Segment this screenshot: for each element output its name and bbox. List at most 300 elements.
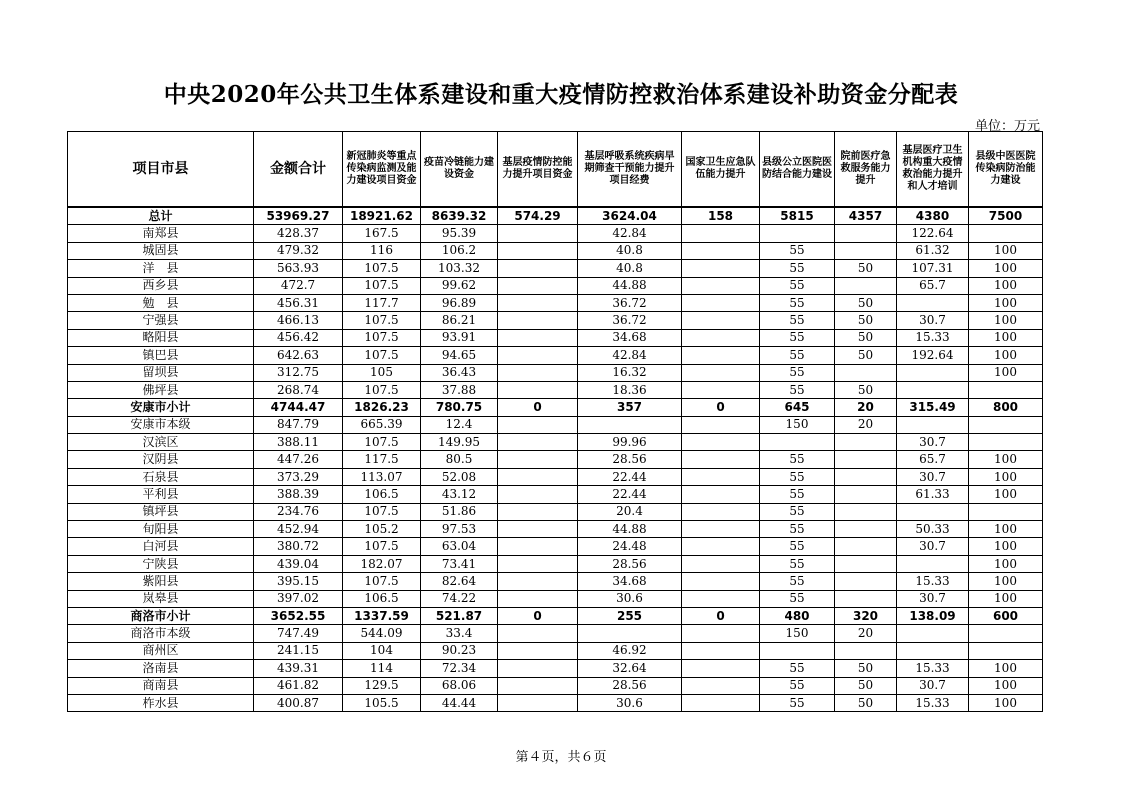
row-label-cell: 岚皋县 — [68, 590, 254, 607]
value-cell: 106.5 — [343, 590, 421, 607]
value-cell: 107.5 — [343, 277, 421, 294]
value-cell: 63.04 — [421, 538, 498, 555]
value-cell — [578, 416, 682, 433]
value-cell: 105.2 — [343, 521, 421, 538]
value-cell: 61.32 — [897, 242, 969, 259]
value-cell: 150 — [760, 625, 835, 642]
value-cell: 22.44 — [578, 468, 682, 485]
value-cell: 65.7 — [897, 277, 969, 294]
value-cell — [682, 434, 760, 451]
value-cell — [498, 364, 578, 381]
value-cell — [897, 364, 969, 381]
value-cell: 105.5 — [343, 694, 421, 711]
value-cell: 4357 — [835, 207, 897, 225]
value-cell — [760, 642, 835, 659]
value-cell: 28.56 — [578, 677, 682, 694]
value-cell — [897, 642, 969, 659]
value-cell: 357 — [578, 399, 682, 416]
value-cell: 100 — [969, 521, 1043, 538]
value-cell: 42.84 — [578, 347, 682, 364]
value-cell: 44.44 — [421, 694, 498, 711]
value-cell — [682, 538, 760, 555]
value-cell: 747.49 — [254, 625, 343, 642]
value-cell: 34.68 — [578, 329, 682, 346]
value-cell: 100 — [969, 364, 1043, 381]
value-cell: 28.56 — [578, 555, 682, 572]
table-row — [68, 329, 1043, 346]
value-cell: 428.37 — [254, 225, 343, 242]
value-cell: 24.48 — [578, 538, 682, 555]
header-cell: 县级公立医院医防结合能力建设 — [760, 132, 835, 208]
header-cell: 基层疫情防控能力提升项目资金 — [498, 132, 578, 208]
value-cell: 107.5 — [343, 260, 421, 277]
row-label-cell: 略阳县 — [68, 329, 254, 346]
value-cell: 36.43 — [421, 364, 498, 381]
value-cell: 65.7 — [897, 451, 969, 468]
value-cell: 447.26 — [254, 451, 343, 468]
value-cell — [969, 503, 1043, 520]
value-cell: 480 — [760, 607, 835, 624]
row-label-cell: 旬阳县 — [68, 521, 254, 538]
value-cell: 107.5 — [343, 434, 421, 451]
row-label-cell: 南郑县 — [68, 225, 254, 242]
value-cell: 268.74 — [254, 381, 343, 398]
value-cell: 55 — [760, 590, 835, 607]
value-cell — [682, 573, 760, 590]
value-cell: 55 — [760, 503, 835, 520]
value-cell: 55 — [760, 677, 835, 694]
value-cell: 315.49 — [897, 399, 969, 416]
value-cell: 100 — [969, 590, 1043, 607]
value-cell: 50 — [835, 347, 897, 364]
value-cell: 107.5 — [343, 381, 421, 398]
value-cell: 55 — [760, 521, 835, 538]
value-cell: 100 — [969, 260, 1043, 277]
table-header-row — [68, 132, 1043, 208]
value-cell: 20 — [835, 625, 897, 642]
table-row — [68, 468, 1043, 485]
value-cell: 55 — [760, 294, 835, 311]
row-label-cell: 城固县 — [68, 242, 254, 259]
row-label-cell: 总计 — [68, 207, 254, 225]
value-cell: 0 — [498, 399, 578, 416]
value-cell — [682, 277, 760, 294]
value-cell: 8639.32 — [421, 207, 498, 225]
value-cell: 521.87 — [421, 607, 498, 624]
value-cell: 439.31 — [254, 660, 343, 677]
value-cell: 55 — [760, 381, 835, 398]
value-cell — [682, 625, 760, 642]
table-row — [68, 521, 1043, 538]
value-cell — [835, 642, 897, 659]
value-cell: 15.33 — [897, 660, 969, 677]
value-cell — [682, 294, 760, 311]
value-cell: 72.34 — [421, 660, 498, 677]
value-cell — [897, 381, 969, 398]
value-cell: 255 — [578, 607, 682, 624]
value-cell: 30.7 — [897, 312, 969, 329]
value-cell — [498, 642, 578, 659]
value-cell — [835, 590, 897, 607]
value-cell — [969, 434, 1043, 451]
value-cell: 395.15 — [254, 573, 343, 590]
value-cell — [969, 642, 1043, 659]
value-cell: 114 — [343, 660, 421, 677]
value-cell — [498, 573, 578, 590]
value-cell: 642.63 — [254, 347, 343, 364]
value-cell — [682, 660, 760, 677]
value-cell: 46.92 — [578, 642, 682, 659]
value-cell: 40.8 — [578, 260, 682, 277]
value-cell: 55 — [760, 468, 835, 485]
value-cell: 20.4 — [578, 503, 682, 520]
value-cell: 100 — [969, 677, 1043, 694]
value-cell — [682, 329, 760, 346]
value-cell: 44.88 — [578, 521, 682, 538]
value-cell: 456.31 — [254, 294, 343, 311]
row-label-cell: 留坝县 — [68, 364, 254, 381]
value-cell: 73.41 — [421, 555, 498, 572]
value-cell: 55 — [760, 347, 835, 364]
table-row — [68, 694, 1043, 711]
value-cell: 28.56 — [578, 451, 682, 468]
value-cell: 107.31 — [897, 260, 969, 277]
header-cell: 项目市县 — [68, 132, 254, 208]
value-cell: 30.6 — [578, 694, 682, 711]
value-cell — [835, 225, 897, 242]
value-cell — [897, 416, 969, 433]
value-cell: 149.95 — [421, 434, 498, 451]
value-cell: 100 — [969, 573, 1043, 590]
value-cell: 100 — [969, 294, 1043, 311]
value-cell — [897, 503, 969, 520]
header-cell: 疫苗冷链能力建设资金 — [421, 132, 498, 208]
value-cell: 100 — [969, 468, 1043, 485]
header-cell: 新冠肺炎等重点传染病监测及能力建设项目资金 — [343, 132, 421, 208]
value-cell: 100 — [969, 329, 1043, 346]
value-cell: 665.39 — [343, 416, 421, 433]
value-cell: 456.42 — [254, 329, 343, 346]
value-cell: 18.36 — [578, 381, 682, 398]
value-cell — [969, 381, 1043, 398]
table-row — [68, 486, 1043, 503]
value-cell — [498, 625, 578, 642]
value-cell — [498, 521, 578, 538]
value-cell: 106.2 — [421, 242, 498, 259]
value-cell: 55 — [760, 660, 835, 677]
value-cell — [498, 677, 578, 694]
value-cell — [682, 312, 760, 329]
value-cell: 96.89 — [421, 294, 498, 311]
value-cell — [835, 451, 897, 468]
value-cell: 107.5 — [343, 503, 421, 520]
value-cell — [498, 260, 578, 277]
subtotal-row — [68, 399, 1043, 416]
value-cell: 3652.55 — [254, 607, 343, 624]
row-label-cell: 镇坪县 — [68, 503, 254, 520]
value-cell: 30.7 — [897, 434, 969, 451]
value-cell: 94.65 — [421, 347, 498, 364]
table-body — [68, 207, 1043, 712]
row-label-cell: 平利县 — [68, 486, 254, 503]
value-cell: 61.33 — [897, 486, 969, 503]
row-label-cell: 洋 县 — [68, 260, 254, 277]
value-cell: 50 — [835, 294, 897, 311]
row-label-cell: 汉滨区 — [68, 434, 254, 451]
table-row — [68, 294, 1043, 311]
row-label-cell: 柞水县 — [68, 694, 254, 711]
value-cell: 30.7 — [897, 677, 969, 694]
row-label-cell: 宁陕县 — [68, 555, 254, 572]
table-row — [68, 625, 1043, 642]
value-cell — [835, 434, 897, 451]
value-cell — [498, 294, 578, 311]
value-cell: 100 — [969, 486, 1043, 503]
value-cell: 99.62 — [421, 277, 498, 294]
value-cell: 645 — [760, 399, 835, 416]
value-cell: 50 — [835, 329, 897, 346]
value-cell: 50 — [835, 694, 897, 711]
value-cell: 100 — [969, 694, 1043, 711]
value-cell — [682, 381, 760, 398]
value-cell — [835, 242, 897, 259]
table-row — [68, 277, 1043, 294]
value-cell: 117.7 — [343, 294, 421, 311]
value-cell — [835, 503, 897, 520]
header-cell: 金额合计 — [254, 132, 343, 208]
value-cell: 50 — [835, 660, 897, 677]
value-cell: 107.5 — [343, 538, 421, 555]
value-cell — [682, 677, 760, 694]
value-cell: 30.7 — [897, 538, 969, 555]
value-cell: 563.93 — [254, 260, 343, 277]
row-label-cell: 商州区 — [68, 642, 254, 659]
value-cell: 82.64 — [421, 573, 498, 590]
value-cell: 544.09 — [343, 625, 421, 642]
value-cell — [835, 521, 897, 538]
value-cell: 50 — [835, 381, 897, 398]
value-cell — [498, 434, 578, 451]
value-cell: 466.13 — [254, 312, 343, 329]
row-label-cell: 商洛市本级 — [68, 625, 254, 642]
value-cell — [498, 242, 578, 259]
value-cell: 107.5 — [343, 573, 421, 590]
value-cell: 100 — [969, 312, 1043, 329]
value-cell: 129.5 — [343, 677, 421, 694]
value-cell: 100 — [969, 538, 1043, 555]
value-cell — [498, 347, 578, 364]
value-cell: 4744.47 — [254, 399, 343, 416]
header-cell: 基层医疗卫生机构重大疫情救治能力提升和人才培训 — [897, 132, 969, 208]
value-cell: 479.32 — [254, 242, 343, 259]
table-row — [68, 451, 1043, 468]
value-cell: 116 — [343, 242, 421, 259]
value-cell: 1337.59 — [343, 607, 421, 624]
value-cell: 20 — [835, 399, 897, 416]
row-label-cell: 商洛市小计 — [68, 607, 254, 624]
value-cell — [498, 451, 578, 468]
value-cell — [498, 694, 578, 711]
row-label-cell: 西乡县 — [68, 277, 254, 294]
value-cell — [498, 503, 578, 520]
value-cell — [835, 538, 897, 555]
table-row — [68, 642, 1043, 659]
value-cell: 68.06 — [421, 677, 498, 694]
value-cell: 107.5 — [343, 312, 421, 329]
value-cell — [498, 225, 578, 242]
value-cell: 30.7 — [897, 590, 969, 607]
value-cell — [498, 538, 578, 555]
table-row — [68, 225, 1043, 242]
value-cell: 234.76 — [254, 503, 343, 520]
value-cell: 100 — [969, 277, 1043, 294]
value-cell: 51.86 — [421, 503, 498, 520]
value-cell — [682, 225, 760, 242]
value-cell — [682, 364, 760, 381]
header-cell: 基层呼吸系统疾病早期筛查干预能力提升项目经费 — [578, 132, 682, 208]
value-cell: 241.15 — [254, 642, 343, 659]
value-cell — [969, 625, 1043, 642]
value-cell: 16.32 — [578, 364, 682, 381]
value-cell — [682, 555, 760, 572]
value-cell: 18921.62 — [343, 207, 421, 225]
header-cell: 院前医疗急救服务能力提升 — [835, 132, 897, 208]
page-title: 中央2020年公共卫生体系建设和重大疫情防控救治体系建设补助资金分配表 — [163, 81, 959, 108]
value-cell — [682, 468, 760, 485]
value-cell: 55 — [760, 277, 835, 294]
value-cell — [835, 555, 897, 572]
value-cell: 107.5 — [343, 347, 421, 364]
value-cell: 320 — [835, 607, 897, 624]
allocation-table — [67, 131, 1043, 712]
value-cell: 167.5 — [343, 225, 421, 242]
value-cell: 192.64 — [897, 347, 969, 364]
value-cell: 312.75 — [254, 364, 343, 381]
value-cell: 100 — [969, 660, 1043, 677]
value-cell: 800 — [969, 399, 1043, 416]
value-cell: 55 — [760, 538, 835, 555]
value-cell: 99.96 — [578, 434, 682, 451]
value-cell: 107.5 — [343, 329, 421, 346]
row-label-cell: 白河县 — [68, 538, 254, 555]
value-cell: 34.68 — [578, 573, 682, 590]
value-cell: 380.72 — [254, 538, 343, 555]
value-cell: 12.4 — [421, 416, 498, 433]
value-cell: 461.82 — [254, 677, 343, 694]
value-cell: 50 — [835, 260, 897, 277]
value-cell: 100 — [969, 555, 1043, 572]
value-cell: 55 — [760, 242, 835, 259]
value-cell — [897, 555, 969, 572]
table-row — [68, 347, 1043, 364]
value-cell — [682, 642, 760, 659]
table-row — [68, 416, 1043, 433]
value-cell: 400.87 — [254, 694, 343, 711]
value-cell: 42.84 — [578, 225, 682, 242]
value-cell: 33.4 — [421, 625, 498, 642]
value-cell: 55 — [760, 486, 835, 503]
value-cell: 138.09 — [897, 607, 969, 624]
value-cell: 55 — [760, 573, 835, 590]
table-row — [68, 573, 1043, 590]
value-cell: 452.94 — [254, 521, 343, 538]
value-cell — [578, 625, 682, 642]
value-cell: 30.6 — [578, 590, 682, 607]
value-cell: 80.5 — [421, 451, 498, 468]
value-cell: 55 — [760, 555, 835, 572]
value-cell: 90.23 — [421, 642, 498, 659]
value-cell: 5815 — [760, 207, 835, 225]
value-cell — [760, 434, 835, 451]
row-label-cell: 安康市本级 — [68, 416, 254, 433]
value-cell — [835, 573, 897, 590]
value-cell: 0 — [682, 607, 760, 624]
row-label-cell: 石泉县 — [68, 468, 254, 485]
value-cell: 3624.04 — [578, 207, 682, 225]
value-cell — [498, 416, 578, 433]
value-cell: 122.64 — [897, 225, 969, 242]
value-cell: 53969.27 — [254, 207, 343, 225]
value-cell: 472.7 — [254, 277, 343, 294]
value-cell: 95.39 — [421, 225, 498, 242]
value-cell: 158 — [682, 207, 760, 225]
value-cell — [498, 381, 578, 398]
value-cell: 55 — [760, 451, 835, 468]
value-cell: 36.72 — [578, 312, 682, 329]
table-row — [68, 260, 1043, 277]
value-cell: 93.91 — [421, 329, 498, 346]
value-cell — [498, 329, 578, 346]
value-cell — [682, 503, 760, 520]
value-cell — [897, 294, 969, 311]
value-cell: 397.02 — [254, 590, 343, 607]
value-cell: 55 — [760, 364, 835, 381]
value-cell: 113.07 — [343, 468, 421, 485]
value-cell: 32.64 — [578, 660, 682, 677]
table-row — [68, 503, 1043, 520]
value-cell: 52.08 — [421, 468, 498, 485]
value-cell: 44.88 — [578, 277, 682, 294]
value-cell — [682, 590, 760, 607]
value-cell: 86.21 — [421, 312, 498, 329]
value-cell: 104 — [343, 642, 421, 659]
value-cell: 15.33 — [897, 694, 969, 711]
value-cell: 103.32 — [421, 260, 498, 277]
row-label-cell: 宁强县 — [68, 312, 254, 329]
value-cell: 373.29 — [254, 468, 343, 485]
value-cell — [498, 590, 578, 607]
value-cell — [682, 260, 760, 277]
value-cell: 1826.23 — [343, 399, 421, 416]
value-cell — [835, 364, 897, 381]
value-cell: 30.7 — [897, 468, 969, 485]
value-cell: 574.29 — [498, 207, 578, 225]
value-cell — [682, 451, 760, 468]
value-cell: 15.33 — [897, 329, 969, 346]
value-cell — [835, 277, 897, 294]
value-cell — [897, 625, 969, 642]
total-row — [68, 207, 1043, 225]
value-cell: 388.11 — [254, 434, 343, 451]
value-cell: 20 — [835, 416, 897, 433]
table-row — [68, 434, 1043, 451]
table-row — [68, 312, 1043, 329]
table-row — [68, 381, 1043, 398]
value-cell: 100 — [969, 451, 1043, 468]
value-cell — [682, 347, 760, 364]
header-cell: 国家卫生应急队伍能力提升 — [682, 132, 760, 208]
value-cell: 50.33 — [897, 521, 969, 538]
